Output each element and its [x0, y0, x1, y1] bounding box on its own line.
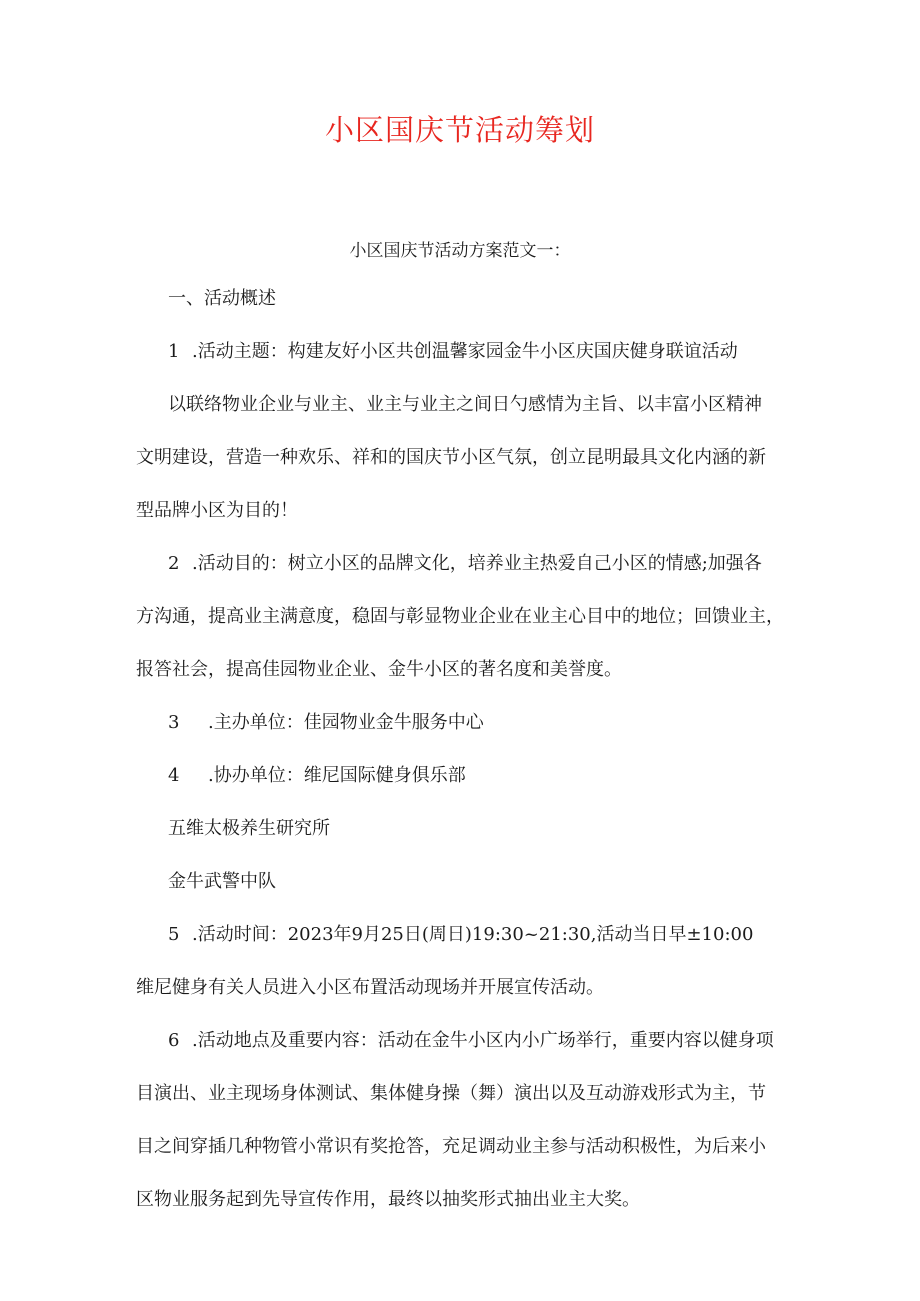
paragraph-line: 以联络物业企业与业主、业主与业主之间日勺感情为主旨、以丰富小区精神	[168, 394, 762, 415]
item-number: 4	[168, 765, 180, 786]
item-text: .协办单位：维尼国际健身俱乐部	[208, 765, 466, 786]
item-number: 2	[168, 553, 180, 574]
paragraph-line: 型品牌小区为目的！	[136, 500, 298, 521]
paragraph-line: 报答社会，提高佳园物业企业、金牛小区的著名度和美誉度。	[136, 659, 622, 680]
document-title: 小区国庆节活动筹划	[324, 113, 595, 147]
paragraph-line: 文明建设，营造一种欢乐、祥和的国庆节小区气氛，创立昆明最具文化内涵的新	[136, 447, 766, 468]
co-organizer: 金牛武警中队	[168, 871, 276, 892]
section-heading: 一、活动概述	[168, 288, 276, 309]
item-3	[136, 708, 796, 738]
item-text: .活动主题：构建友好小区共创温馨家园金牛小区庆国庆健身联谊活动	[192, 341, 738, 362]
item-number: 5	[168, 924, 180, 945]
item-text: .活动目的：树立小区的品牌文化，培养业主热爱自己小区的情感;加强各	[192, 553, 762, 574]
paragraph-line: 维尼健身有关人员进入小区布置活动现场并开展宣传活动。	[136, 977, 604, 998]
paragraph-line: 目之间穿插几种物管小常识有奖抢答，充足调动业主参与活动积极性，为后来小	[136, 1136, 766, 1157]
co-organizer: 五维太极养生研究所	[168, 818, 330, 839]
item-1	[136, 337, 796, 367]
paragraph-line: 目演出、业主现场身体测试、集体健身操（舞）演出以及互动游戏形式为主，节	[136, 1083, 766, 1104]
item-text: .活动时间：2023年9月25日(周日)19:30~21:30,活动当日早±10:00	[192, 924, 754, 945]
item-text: .活动地点及重要内容：活动在金牛小区内小广场举行，重要内容以健身项	[192, 1030, 774, 1051]
item-number: 3	[168, 712, 180, 733]
document-subtitle: 小区国庆节活动方案范文一：	[349, 241, 571, 261]
item-5	[136, 920, 796, 950]
item-2	[136, 549, 796, 579]
item-4	[136, 761, 796, 791]
document-body	[136, 284, 796, 1215]
item-text: .主办单位：佳园物业金牛服务中心	[208, 712, 484, 733]
item-number: 6	[168, 1030, 180, 1051]
paragraph-line: 区物业服务起到先导宣传作用，最终以抽奖形式抽出业主大奖。	[136, 1189, 640, 1210]
item-number: 1	[168, 341, 180, 362]
item-6	[136, 1026, 796, 1056]
paragraph-line: 方沟通，提高业主满意度，稳固与彰显物业企业在业主心目中的地位；回馈业主，	[136, 606, 784, 627]
